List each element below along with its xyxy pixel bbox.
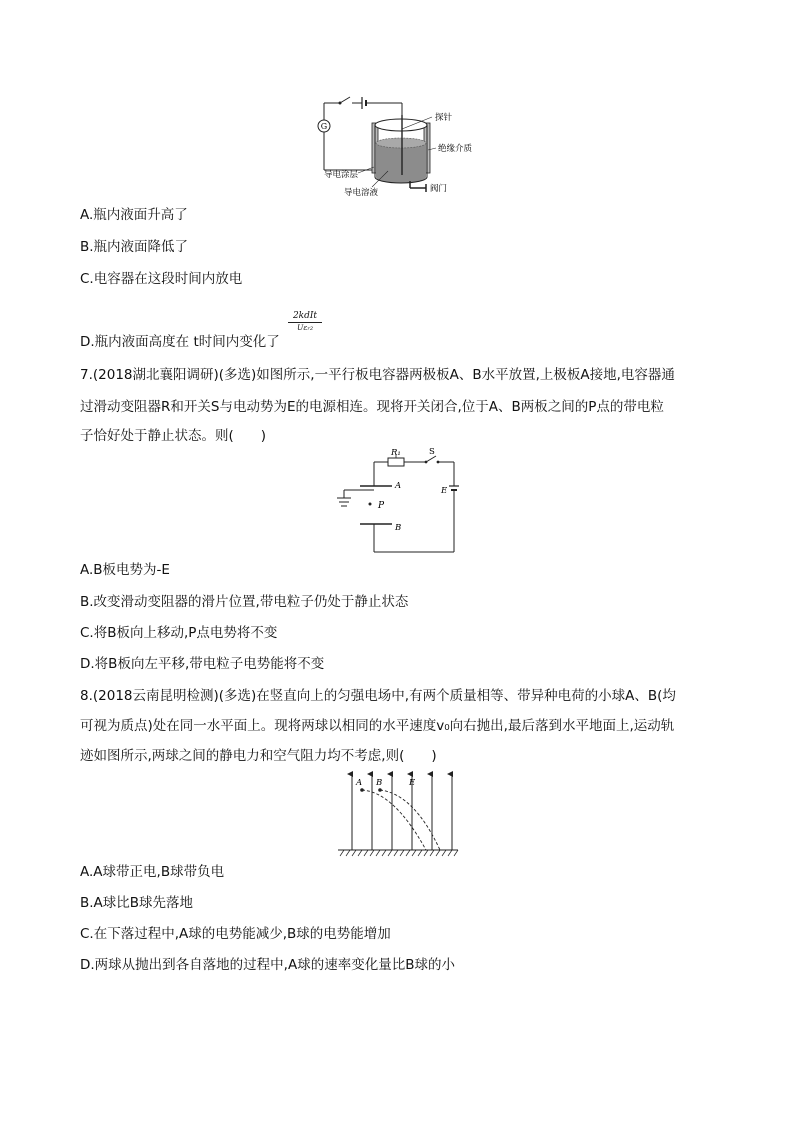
- q8-option-b: B.A球比B球先落地: [80, 895, 194, 911]
- q8-option-c: C.在下落过程中,A球的电势能减少,B球的电势能增加: [80, 926, 391, 942]
- q6-option-c: C.电容器在这段时间内放电: [80, 271, 243, 287]
- q6-option-b: B.瓶内液面降低了: [80, 239, 189, 255]
- figure-parallel-plate-circuit: [330, 446, 465, 554]
- q6-option-d-fraction: [288, 311, 322, 333]
- svg-text:S: S: [429, 447, 435, 457]
- svg-text:绝缘介质: 绝缘介质: [438, 144, 473, 154]
- q7-stem-line-1: 7.(2018湖北襄阳调研)(多选)如图所示,一平行板电容器两极板A、B水平放置,上极板A接地,电容器通: [80, 367, 675, 383]
- q7-option-b: B.改变滑动变阻器的滑片位置,带电粒子仍处于静止状态: [80, 594, 409, 610]
- q8-option-a: A.A球带正电,B球带负电: [80, 864, 225, 880]
- svg-text:A: A: [356, 778, 363, 788]
- q7-option-d: D.将B板向左平移,带电粒子电势能将不变: [80, 656, 325, 672]
- q7-stem-line-2: 过滑动变阻器R和开关S与电动势为E的电源相连。现将开关闭合,位于A、B两板之间的P点的带电粒: [80, 399, 664, 415]
- figure-capacitor-bottle: [310, 95, 490, 200]
- fraction-denominator: Uεᵣ₂: [297, 323, 313, 332]
- q8-stem-line-2: 可视为质点)处在同一水平面上。现将两球以相同的水平速度v₀向右抛出,最后落到水平地面上,运动轨: [80, 718, 675, 734]
- q6-option-a: A.瓶内液面升高了: [80, 207, 188, 223]
- svg-text:A: A: [395, 481, 402, 491]
- q8-stem-line-1: 8.(2018云南昆明检测)(多选)在竖直向上的匀强电场中,有两个质量相等、带异种电荷的小球A、B(均: [80, 688, 676, 704]
- figure-field-trajectories: [334, 770, 462, 858]
- q6-option-d: D.瓶内液面高度在 t时间内变化了: [80, 334, 280, 350]
- svg-text:E: E: [409, 778, 416, 788]
- svg-text:B: B: [395, 523, 402, 533]
- svg-text:P: P: [378, 501, 385, 511]
- fraction-numerator: 2kdIt: [288, 311, 322, 323]
- q7-option-a: A.B板电势为-E: [80, 562, 170, 578]
- svg-text:B: B: [376, 778, 383, 788]
- q8-stem-line-3: 迹如图所示,两球之间的静电力和空气阻力均不考虑,则( ): [80, 748, 437, 764]
- svg-text:R₁: R₁: [391, 448, 401, 458]
- svg-text:阀门: 阀门: [430, 184, 448, 194]
- svg-text:G: G: [320, 122, 328, 131]
- svg-text:E: E: [441, 486, 448, 496]
- svg-text:探针: 探针: [435, 113, 453, 123]
- svg-text:导电溶液: 导电溶液: [344, 188, 379, 198]
- q8-option-d: D.两球从抛出到各自落地的过程中,A球的速率变化量比B球的小: [80, 957, 455, 973]
- q7-option-c: C.将B板向上移动,P点电势将不变: [80, 625, 278, 641]
- svg-text:导电涂层: 导电涂层: [324, 170, 359, 180]
- q7-stem-line-3: 子恰好处于静止状态。则( ): [80, 428, 267, 444]
